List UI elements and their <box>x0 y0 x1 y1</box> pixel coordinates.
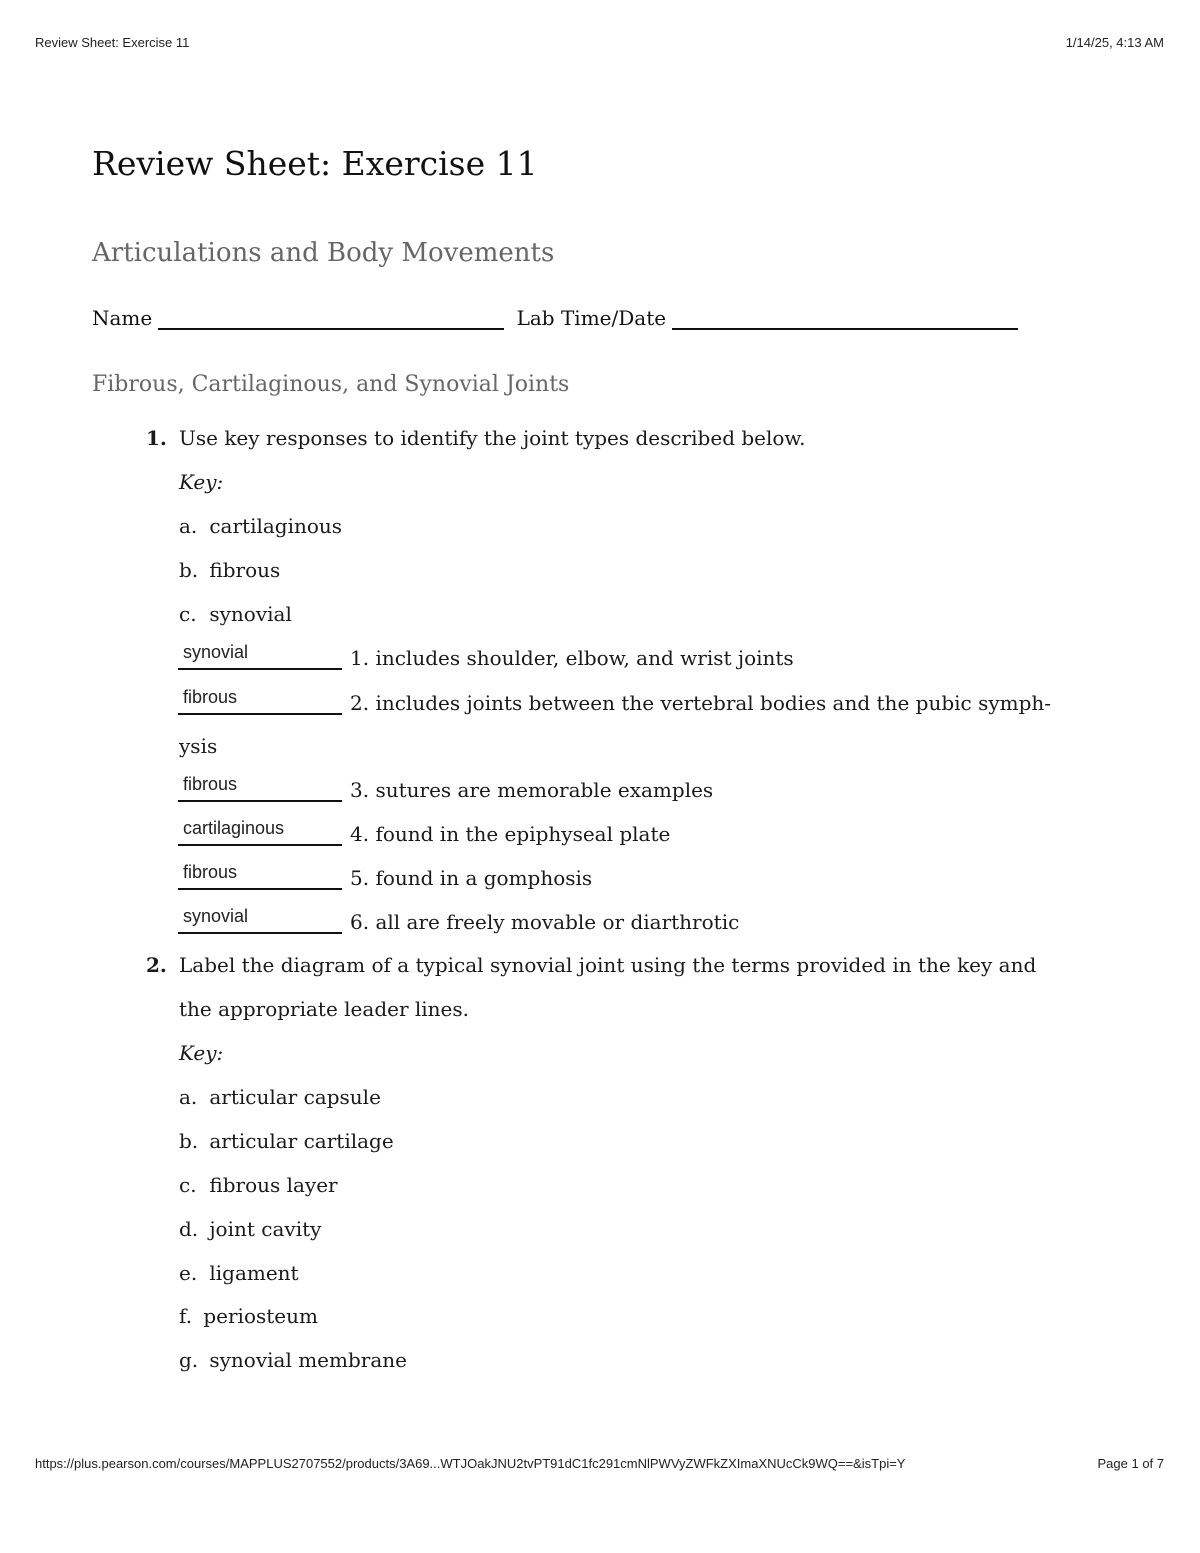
answer-value: synovial <box>183 906 249 926</box>
answer-value: synovial <box>183 642 249 662</box>
name-label: Name <box>92 306 153 330</box>
page-title: Review Sheet: Exercise 11 <box>92 144 538 183</box>
key-letter: g. <box>179 1348 199 1372</box>
key-letter: a. <box>179 514 198 538</box>
print-header-title: Review Sheet: Exercise 11 <box>35 35 190 50</box>
key-item <box>179 1129 394 1153</box>
key-term: cartilaginous <box>209 514 343 538</box>
key-term: synovial <box>209 602 292 626</box>
question-2-prompt-line-2: the appropriate leader lines. <box>179 997 469 1021</box>
lab-time-date-blank[interactable] <box>672 306 1018 330</box>
answer-field[interactable] <box>178 640 342 670</box>
key-letter: c. <box>179 1173 197 1197</box>
key-item <box>179 1173 338 1197</box>
name-date-line <box>92 306 1024 330</box>
key-term: synovial membrane <box>209 1348 407 1372</box>
key-label: Key: <box>179 470 224 494</box>
key-term: fibrous <box>209 558 281 582</box>
key-term: articular cartilage <box>209 1129 394 1153</box>
question-1 <box>146 426 167 450</box>
question-number: 2. <box>146 953 167 977</box>
item-description: 2. includes joints between the vertebral bodies and the pubic symph- <box>350 691 1052 715</box>
answer-value: fibrous <box>183 774 238 794</box>
key-item <box>179 1304 318 1328</box>
key-letter: b. <box>179 558 199 582</box>
key-term: joint cavity <box>209 1217 322 1241</box>
key-letter: b. <box>179 1129 199 1153</box>
key-item <box>179 558 280 582</box>
key-item <box>179 1261 299 1285</box>
key-item <box>179 1348 407 1372</box>
page-url: https://plus.pearson.com/courses/MAPPLUS2707552/products/3A69...WTJOakJNU2tvPT91dC1fc291cmNlPWVyZWFkZXImaXNUcCk9WQ==&isTpi=Y <box>35 1456 906 1471</box>
answer-value: cartilaginous <box>183 818 285 838</box>
page-subtitle: Articulations and Body Movements <box>92 238 555 268</box>
key-letter: d. <box>179 1217 199 1241</box>
item-description: 4. found in the epiphyseal plate <box>350 822 671 846</box>
question-number: 1. <box>146 426 167 450</box>
question-2 <box>146 953 167 977</box>
answer-value: fibrous <box>183 862 238 882</box>
key-letter: e. <box>179 1261 198 1285</box>
key-term: fibrous layer <box>209 1173 338 1197</box>
key-term: articular capsule <box>209 1085 381 1109</box>
print-footer <box>0 1456 1200 1472</box>
item-description-continuation: ysis <box>179 734 218 758</box>
item-description: 5. found in a gomphosis <box>350 866 593 890</box>
answer-field[interactable] <box>178 685 342 715</box>
name-blank[interactable] <box>158 306 504 330</box>
key-item <box>179 602 292 626</box>
print-header-datetime: 1/14/25, 4:13 AM <box>1065 35 1164 50</box>
item-description: 3. sutures are memorable examples <box>350 778 714 802</box>
key-term: ligament <box>209 1261 299 1285</box>
answer-value: fibrous <box>183 687 238 707</box>
print-header <box>0 35 1200 51</box>
question-2-prompt-line-1: Label the diagram of a typical synovial joint using the terms provided in the key and <box>179 953 1037 977</box>
key-label: Key: <box>179 1041 224 1065</box>
key-item <box>179 514 342 538</box>
answer-field[interactable] <box>178 904 342 934</box>
answer-field[interactable] <box>178 860 342 890</box>
item-description: 6. all are freely movable or diarthrotic <box>350 910 740 934</box>
item-description: 1. includes shoulder, elbow, and wrist joints <box>350 646 794 670</box>
key-item <box>179 1217 321 1241</box>
lab-time-date-label: Lab Time/Date <box>516 306 667 330</box>
answer-field[interactable] <box>178 772 342 802</box>
key-item <box>179 1085 381 1109</box>
key-letter: f. <box>179 1304 193 1328</box>
page-number: Page 1 of 7 <box>1097 1456 1164 1471</box>
answer-field[interactable] <box>178 816 342 846</box>
key-term: periosteum <box>203 1304 318 1328</box>
section-heading: Fibrous, Cartilaginous, and Synovial Joints <box>92 372 570 397</box>
key-letter: c. <box>179 602 197 626</box>
key-letter: a. <box>179 1085 198 1109</box>
question-1-prompt: Use key responses to identify the joint types described below. <box>179 426 806 450</box>
